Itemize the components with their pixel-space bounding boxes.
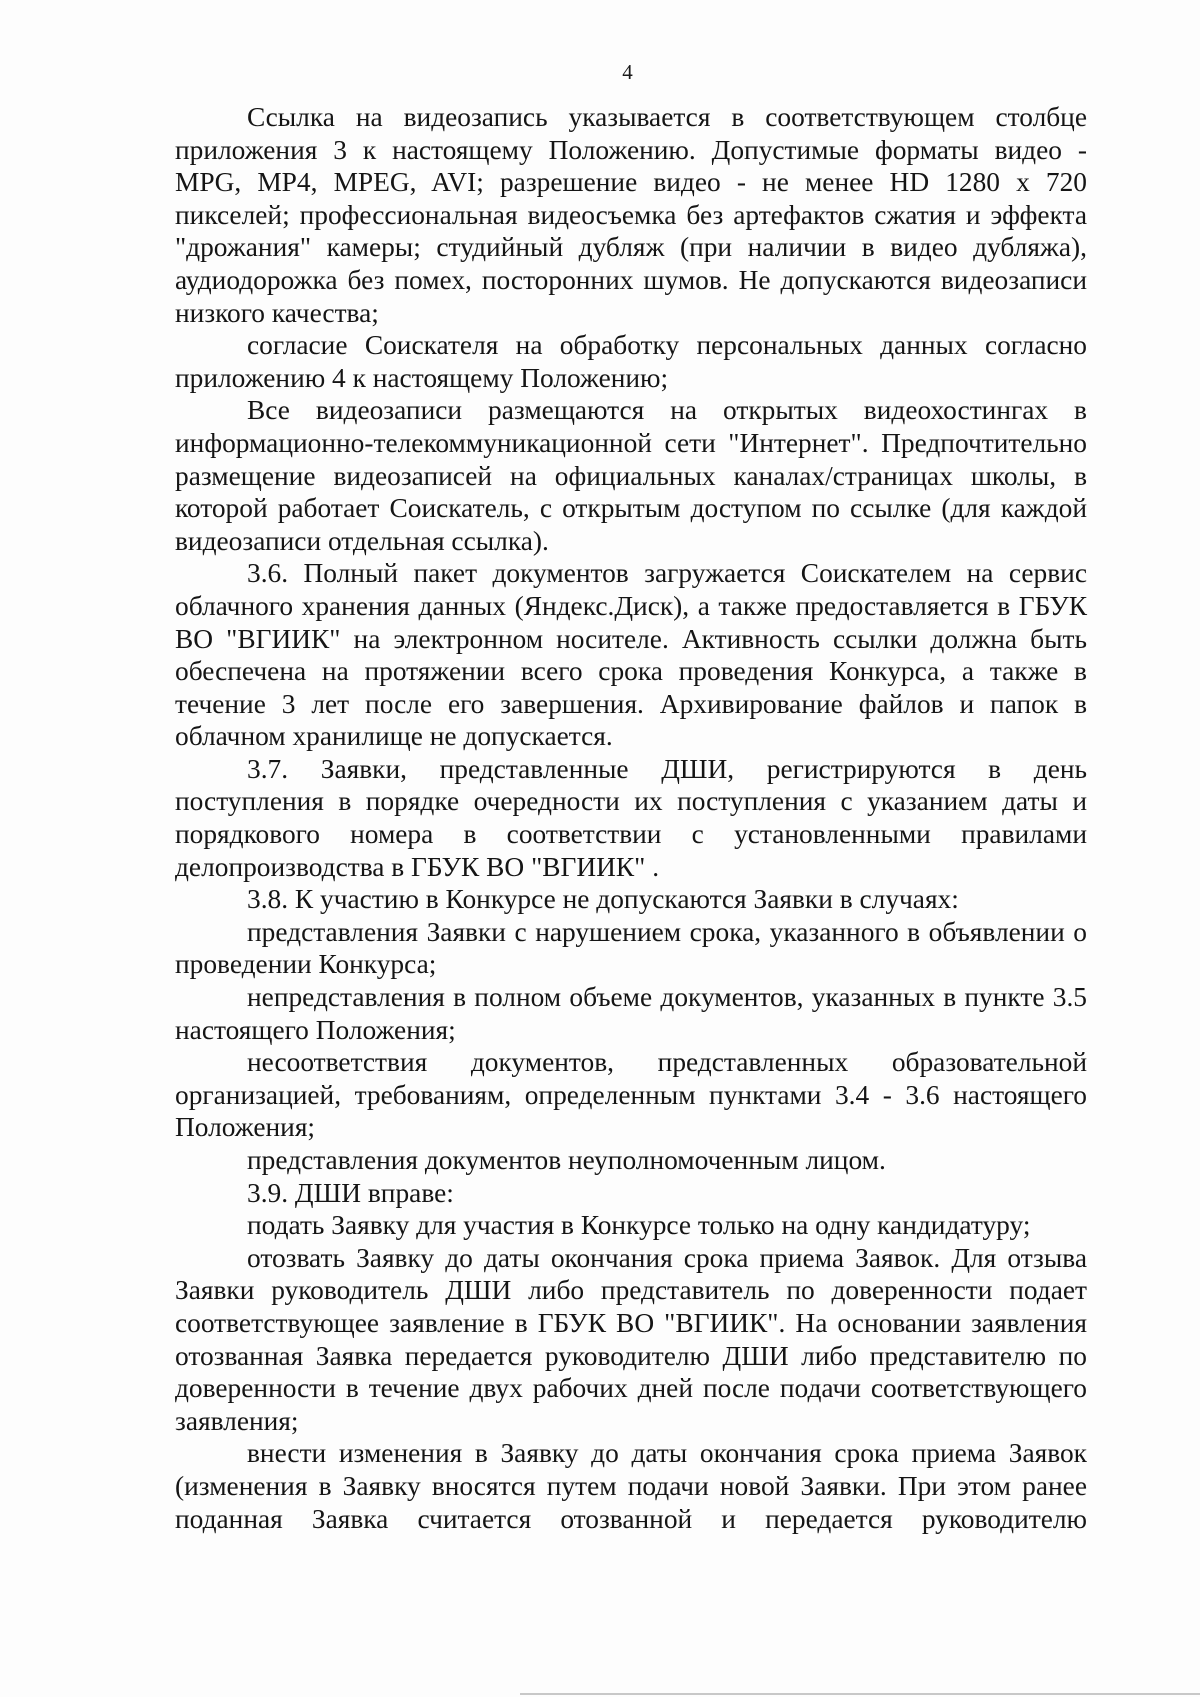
paragraph-submit-one: подать Заявку для участия в Конкурсе только на одну кандидатуру; (247, 1210, 1031, 1241)
paragraph-3-9: 3.9. ДШИ вправе: (247, 1177, 454, 1208)
paragraph-withdraw: отозвать Заявку до даты окончания срока приема Заявок. Для отзыва Заявки руководитель ДШИ либо представитель по доверенности подает соответствующее заявление в ГБУК ВО "ВГИИК". На основании заявления отозванная Заявка передается руководителю ДШИ либо представителю по доверенности в течение двух рабочих дней после подачи соответствующего заявления; (175, 1242, 1087, 1436)
document-body (175, 101, 1087, 1535)
paragraph-amend: внести изменения в Заявку до даты окончания срока приема Заявок (изменения в Заявку вносятся путем подачи новой Заявки. При этом ранее поданная Заявка считается отозванной и передается руководителю (175, 1438, 1087, 1534)
paragraph-consent: согласие Соискателя на обработку персональных данных согласно приложению 4 к настоящему Положению; (175, 330, 1087, 393)
scan-edge-line (520, 1693, 1200, 1695)
paragraph-incomplete-documents: непредставления в полном объеме документов, указанных в пункте 3.5 настоящего Положения; (175, 982, 1087, 1045)
paragraph-video-hosting: Все видеозаписи размещаются на открытых видеохостингах в информационно-телекоммуникационной сети "Интернет". Предпочтительно размещение видеозаписей на официальных каналах/страницах школы, в которой работает Соискатель, с открытым доступом по ссылке (для каждой видеозаписи отдельная ссылка). (175, 395, 1087, 556)
paragraph-video-link: Ссылка на видеозапись указывается в соответствующем столбце приложения 3 к настоящему Положению. Допустимые форматы видео - MPG, MP4, MPEG, AVI; разрешение видео - не менее HD 1280 x 720 пикселей; профессиональная видеосъемка без артефактов сжатия и эффекта "дрожания" камеры; студийный дубляж (при наличии в видео дубляжа), аудиодорожка без помех, посторонних шумов. Не допускаются видеозаписи низкого качества; (175, 102, 1087, 328)
paragraph-3-7: 3.7. Заявки, представленные ДШИ, регистрируются в день поступления в порядке очередности их поступления с указанием даты и порядкового номера в соответствии с установленными правилами делопроизводства в ГБУК ВО "ВГИИК" . (175, 753, 1087, 882)
page-number: 4 (622, 60, 633, 84)
paragraph-3-8: 3.8. К участию в Конкурсе не допускаются Заявки в случаях: (247, 884, 959, 915)
paragraph-nonconformity: несоответствия документов, представленных образовательной организацией, требованиям, определенным пунктами 3.4 - 3.6 настоящего Положения; (175, 1047, 1087, 1143)
paragraph-3-6: 3.6. Полный пакет документов загружается Соискателем на сервис облачного хранения данных (Яндекс.Диск), а также предоставляется в ГБУК ВО "ВГИИК" на электронном носителе. Активность ссылки должна быть обеспечена на протяжении всего срока проведения Конкурса, а также в течение 3 лет после его завершения. Архивирование файлов и папок в облачном хранилище не допускается. (175, 558, 1087, 752)
paragraph-unauthorized-person: представления документов неуполномоченным лицом. (247, 1145, 886, 1175)
paragraph-deadline-violation: представления Заявки с нарушением срока, указанного в объявлении о проведении Конкурса; (175, 916, 1087, 980)
